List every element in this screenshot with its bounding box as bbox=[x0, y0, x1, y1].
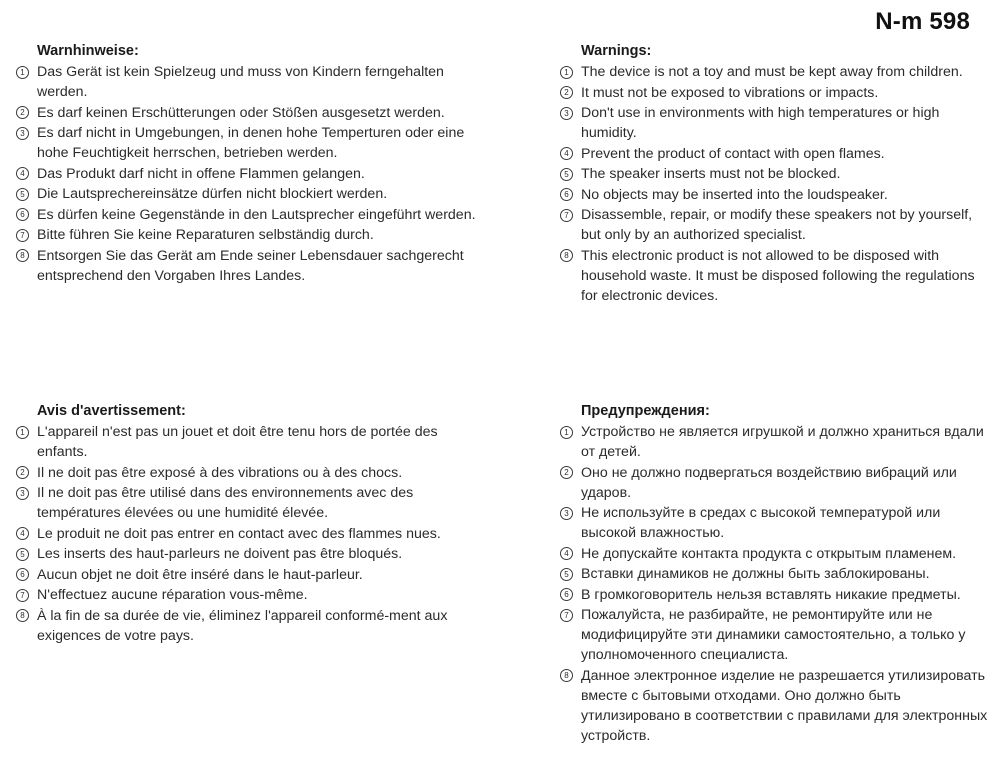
warning-item bbox=[16, 123, 486, 163]
circled-number-icon: 8 bbox=[560, 669, 573, 682]
warning-item-text: It must not be exposed to vibrations or impacts. bbox=[581, 84, 879, 101]
warning-item bbox=[560, 144, 992, 164]
circled-number-icon: 1 bbox=[560, 426, 573, 439]
circled-number-icon: 3 bbox=[16, 127, 29, 140]
warning-item-text: Entsorgen Sie das Gerät am Ende seiner Lebensdauer sachgerecht entsprechend den Vorgaben Ihres Landes. bbox=[37, 247, 464, 284]
warnings-section-french bbox=[16, 402, 486, 646]
warning-item bbox=[560, 246, 992, 306]
warning-item-text: Die Lautsprechereinsätze dürfen nicht blockiert werden. bbox=[37, 186, 388, 202]
warning-item-text: Disassemble, repair, or modify these speakers not by yourself, but only by an authorized specialist. bbox=[581, 207, 973, 243]
warning-item bbox=[560, 83, 992, 103]
warning-item bbox=[560, 605, 992, 665]
warning-item bbox=[560, 463, 992, 503]
circled-number-icon: 2 bbox=[16, 466, 29, 479]
circled-number-icon: 1 bbox=[16, 66, 29, 79]
section-heading-french: Avis d'avertissement: bbox=[37, 403, 186, 419]
warning-item-text: L'appareil n'est pas un jouet et doit être tenu hors de portée des enfants. bbox=[37, 424, 438, 460]
circled-number-icon: 6 bbox=[560, 588, 573, 601]
warning-list-russian bbox=[560, 422, 992, 746]
warning-item-text: Es dürfen keine Gegenstände in den Lautsprecher eingeführt werden. bbox=[37, 206, 476, 223]
warnings-section-english bbox=[560, 42, 992, 306]
warning-item-text: This electronic product is not allowed to be disposed with household waste. It must be disposed following the regulations for electronic devices. bbox=[581, 247, 975, 304]
warning-item-text: Вставки динамиков не должны быть заблокированы. bbox=[581, 566, 930, 582]
circled-number-icon: 6 bbox=[16, 208, 29, 221]
circled-number-icon: 5 bbox=[16, 188, 29, 201]
warning-item-text: Il ne doit pas être utilisé dans des environnements avec des températures élevées ou une humidité élevée. bbox=[37, 485, 414, 521]
warning-item bbox=[560, 666, 992, 746]
warning-item bbox=[16, 103, 486, 123]
warning-item bbox=[16, 544, 486, 564]
circled-number-icon: 4 bbox=[16, 527, 29, 540]
warning-item-text: В громкоговоритель нельзя вставлять никакие предметы. bbox=[581, 586, 961, 603]
warning-item bbox=[560, 164, 992, 184]
warning-list-german bbox=[16, 62, 486, 286]
warning-item bbox=[16, 585, 486, 605]
warning-item bbox=[560, 564, 992, 584]
warning-item-text: N'effectuez aucune réparation vous-même. bbox=[37, 587, 308, 603]
warning-item-text: À la fin de sa durée de vie, éliminez l'appareil conformé-ment aux exigences de votre pays. bbox=[37, 607, 448, 644]
circled-number-icon: 6 bbox=[16, 568, 29, 581]
warning-item bbox=[560, 503, 992, 543]
circled-number-icon: 7 bbox=[560, 209, 573, 222]
warning-item-text: Das Gerät ist kein Spielzeug und muss von Kindern ferngehalten werden. bbox=[37, 64, 444, 100]
warning-item bbox=[16, 463, 486, 483]
warning-item-text: Es darf keinen Erschütterungen oder Stößen ausgesetzt werden. bbox=[37, 104, 445, 121]
warning-item-text: Не используйте в средах с высокой температурой или высокой влажностью. bbox=[581, 505, 941, 541]
warning-item bbox=[16, 164, 486, 184]
circled-number-icon: 1 bbox=[560, 66, 573, 79]
warning-item bbox=[560, 62, 992, 82]
warning-item-text: Не допускайте контакта продукта с открытым пламенем. bbox=[581, 545, 957, 562]
warning-list-french bbox=[16, 422, 486, 646]
warning-item-text: Il ne doit pas être exposé à des vibrations ou à des chocs. bbox=[37, 464, 403, 481]
warning-item-text: No objects may be inserted into the loudspeaker. bbox=[581, 186, 888, 203]
circled-number-icon: 3 bbox=[560, 507, 573, 520]
warning-item bbox=[560, 205, 992, 245]
warning-item bbox=[560, 422, 992, 462]
warning-item-text: The speaker inserts must not be blocked. bbox=[581, 166, 841, 182]
warnings-section-russian bbox=[560, 402, 992, 746]
warning-item-text: Le produit ne doit pas entrer en contact avec des flammes nues. bbox=[37, 525, 441, 542]
circled-number-icon: 4 bbox=[560, 547, 573, 560]
warning-list-english bbox=[560, 62, 992, 306]
warning-item-text: Устройство не является игрушкой и должно храниться вдали от детей. bbox=[581, 424, 984, 460]
circled-number-icon: 2 bbox=[560, 86, 573, 99]
warnings-section-german bbox=[16, 42, 486, 286]
section-heading-german: Warnhinweise: bbox=[37, 43, 139, 59]
circled-number-icon: 5 bbox=[560, 568, 573, 581]
section-heading-english: Warnings: bbox=[581, 43, 652, 59]
warning-item bbox=[16, 205, 486, 225]
section-heading-russian: Предупреждения: bbox=[581, 403, 710, 419]
circled-number-icon: 5 bbox=[16, 548, 29, 561]
warning-item bbox=[16, 524, 486, 544]
warning-item bbox=[560, 185, 992, 205]
circled-number-icon: 8 bbox=[16, 249, 29, 262]
warning-item-text: Les inserts des haut-parleurs ne doivent pas être bloqués. bbox=[37, 546, 403, 562]
warning-item-text: Пожалуйста, не разбирайте, не ремонтируйте или не модифицируйте эти динамики самостоятельно, а только у уполномоченного специалиста. bbox=[581, 607, 966, 663]
circled-number-icon: 8 bbox=[560, 249, 573, 262]
warning-item bbox=[560, 544, 992, 564]
warning-item-text: Оно не должно подвергаться воздействию вибраций или ударов. bbox=[581, 464, 957, 501]
circled-number-icon: 2 bbox=[560, 466, 573, 479]
warning-item bbox=[16, 565, 486, 585]
warning-item-text: Es darf nicht in Umgebungen, in denen hohe Temperturen oder eine hohe Feuchtigkeit herrschen, betrieben werden. bbox=[37, 125, 465, 161]
warning-item-text: Don't use in environments with high temperatures or high humidity. bbox=[581, 105, 940, 141]
warning-item bbox=[16, 606, 486, 646]
warning-item bbox=[16, 246, 486, 286]
circled-number-icon: 3 bbox=[16, 487, 29, 500]
circled-number-icon: 7 bbox=[16, 229, 29, 242]
circled-number-icon: 7 bbox=[560, 609, 573, 622]
warning-item bbox=[16, 483, 486, 523]
warning-item bbox=[560, 103, 992, 143]
warning-item-text: Bitte führen Sie keine Reparaturen selbständig durch. bbox=[37, 227, 374, 243]
warning-item bbox=[16, 225, 486, 245]
circled-number-icon: 2 bbox=[16, 106, 29, 119]
circled-number-icon: 6 bbox=[560, 188, 573, 201]
warning-item-text: Prevent the product of contact with open flames. bbox=[581, 145, 885, 162]
warning-item bbox=[16, 62, 486, 102]
warning-item bbox=[16, 422, 486, 462]
warning-item-text: Das Produkt darf nicht in offene Flammen gelangen. bbox=[37, 165, 365, 182]
model-number: N-m 598 bbox=[875, 8, 970, 35]
warning-item-text: Aucun objet ne doit être inséré dans le haut-parleur. bbox=[37, 566, 363, 583]
circled-number-icon: 5 bbox=[560, 168, 573, 181]
circled-number-icon: 4 bbox=[560, 147, 573, 160]
circled-number-icon: 7 bbox=[16, 589, 29, 602]
warning-item-text: Данное электронное изделие не разрешается утилизировать вместе с бытовыми отходами. Оно должно быть утилизировано в соответствии с правилами для электронных устройств. bbox=[581, 667, 988, 744]
warning-item bbox=[16, 184, 486, 204]
circled-number-icon: 8 bbox=[16, 609, 29, 622]
warning-item bbox=[560, 585, 992, 605]
circled-number-icon: 3 bbox=[560, 107, 573, 120]
circled-number-icon: 1 bbox=[16, 426, 29, 439]
warning-item-text: The device is not a toy and must be kept away from children. bbox=[581, 64, 963, 80]
circled-number-icon: 4 bbox=[16, 167, 29, 180]
